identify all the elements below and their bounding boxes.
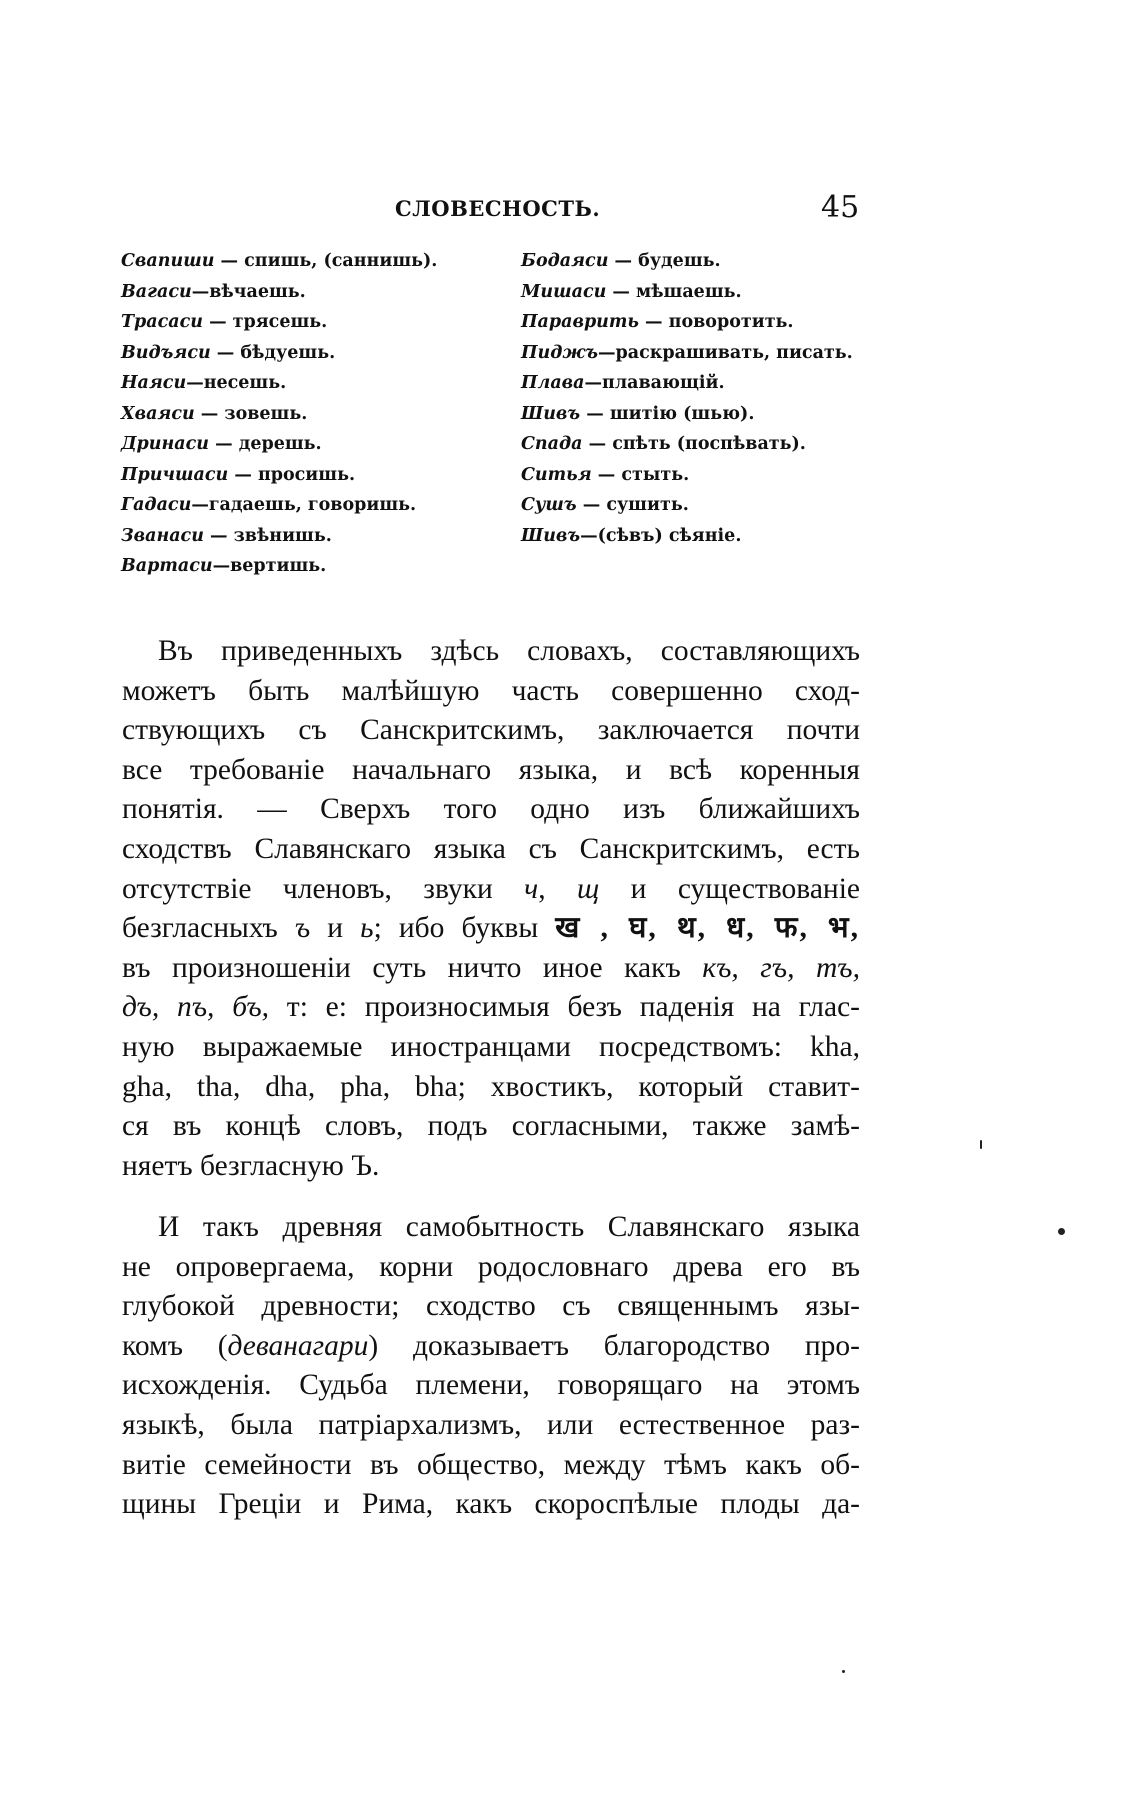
word-gloss: трясешь. [232,312,328,332]
page-number: 45 [821,190,860,225]
word-entry [121,460,437,491]
word-term: Наяси [121,373,187,393]
text-fragment: , [538,872,546,905]
word-entry [521,429,853,460]
word-gloss: бѣдуешь. [240,342,336,363]
word-entry [121,490,437,521]
word-separator: — [202,312,233,332]
word-separator: — [606,281,637,302]
word-gloss: дерешь. [238,434,322,454]
word-gloss: поворотить. [668,312,794,332]
word-entry [521,338,853,369]
word-gloss: вѣчаешь. [209,281,306,302]
word-gloss: раскрашивать, писать. [615,342,853,363]
word-entry [121,307,437,338]
word-gloss: несешь. [203,373,287,393]
word-separator: — [580,403,610,424]
text-fragment: и [327,912,344,945]
word-term: Мишаси [521,281,607,302]
word-separator: — [580,525,598,546]
word-separator: — [191,495,209,515]
text-line: сходствъ Славянскаго языка съ Санскритскимъ, есть [122,832,860,865]
word-gloss: гадаешь, говоришь. [208,495,417,515]
margin-ink-speck [980,1140,982,1149]
text-line: языкѣ, была патріархализмъ, или естественное раз- [122,1408,860,1441]
italic-text: дъ, пъ, бъ, [122,991,270,1024]
word-term: Параврить [521,312,639,332]
text-fragment: ) доказываетъ благородство про- [368,1329,860,1362]
word-entry [521,246,853,277]
paragraph-ancient-originality [122,1208,860,1525]
text-line: няетъ безгласную Ъ. [122,1149,380,1182]
word-term: Гадаси [121,495,192,515]
text-fragment: т: е: произносимыя безъ паденія на глас- [286,991,861,1024]
italic-letter: ч [524,872,539,905]
text-line: глубокой древности; сходство съ священнымъ язы- [122,1290,860,1323]
text-fragment: комъ ( [122,1329,228,1362]
word-term: Трасаси [121,312,203,332]
word-gloss: спѣть (поспѣвать). [612,434,806,454]
text-fragment: безгласныхъ [122,912,278,945]
text-line: витіе семейности въ общество, между тѣмъ какъ об- [122,1448,860,1481]
word-term: Вартаси [121,556,213,576]
word-list-left-column [121,246,437,582]
word-term: Причшаси [121,464,229,485]
word-gloss: шитію (шью). [609,403,755,424]
word-gloss: звѣнишь. [233,525,332,546]
text-line [122,870,860,910]
text-line: ся въ концѣ словъ, подъ согласными, также замѣ- [122,1110,860,1143]
italic-letter: щ [576,872,600,905]
word-separator: — [191,281,210,302]
word-term: Свапиши [121,251,215,271]
margin-ink-speck [1058,1228,1065,1235]
word-term: Ситья [521,464,592,485]
word-term: Званаси [121,525,204,546]
italic-letter: ь [360,912,374,945]
word-entry [521,368,853,399]
text-line [122,949,860,989]
text-fragment: отсутствіе членовъ, звуки [122,872,493,905]
text-line [122,1327,860,1367]
text-line: все требованіе начальнаго языка, и всѣ коренныя [122,753,860,786]
word-gloss: мѣшаешь. [636,281,742,302]
word-entry [121,551,437,582]
text-line: ную выражаемые иностранцами посредствомъ: kha, [122,1030,860,1063]
word-separator: — [212,556,231,576]
word-gloss: стыть. [621,464,690,485]
text-line [122,909,860,949]
running-title: СЛОВЕСНОСТЬ. [395,196,601,221]
word-entry [121,246,437,277]
word-list-right-column [521,246,853,551]
word-separator: — [194,403,225,424]
text-line: можетъ быть малѣйшую часть совершенно сход- [122,674,860,707]
word-separator: — [210,342,241,363]
text-line: gha, tha, dha, pha, bha; хвостикъ, который ставит- [122,1070,860,1103]
word-term: Сушъ [521,495,577,515]
word-separator: — [186,373,204,393]
text-line: И такъ древняя самобытность Славянскаго языка [158,1211,860,1243]
word-term: Шивъ [521,403,581,424]
word-term: Дринаси [121,434,209,454]
italic-text: деванагари [227,1329,369,1362]
word-separator: — [608,251,639,271]
word-term: Пиджъ [521,342,598,363]
word-separator: — [209,434,239,454]
text-line: ствующихъ съ Санскритскимъ, заключается почти [122,714,860,747]
italic-letter: ъ [294,912,311,945]
word-gloss: зовешь. [224,403,308,424]
text-fragment: и существованіе [630,872,860,905]
word-separator: — [576,495,607,515]
text-line: Въ приведенныхъ здѣсь словахъ, составляющихъ [158,635,860,667]
text-line: исхожденія. Судьба племени, говорящаго на этомъ [122,1369,860,1402]
word-entry [521,521,853,552]
word-gloss: (сѣвъ) сѣяніе. [597,525,742,546]
word-entry [521,460,853,491]
word-term: Хваяси [121,403,195,424]
word-separator: — [228,464,258,485]
word-separator: — [214,251,245,271]
word-separator: — [598,342,616,363]
word-entry [121,277,437,308]
word-term: Бодаяси [521,251,609,271]
word-term: Шивъ [521,525,581,546]
word-gloss: просишь. [257,464,356,485]
word-entry [521,307,853,338]
word-entry [121,368,437,399]
word-entry [121,399,437,430]
word-term: Спада [521,434,583,454]
text-line [122,988,860,1028]
margin-ink-speck [842,1670,845,1673]
word-gloss: будешь. [638,251,721,271]
paragraph-slavic-sanskrit-similarity [122,632,860,1186]
text-line: понятія. — Сверхъ того одно изъ ближайшихъ [122,793,860,826]
word-entry [121,429,437,460]
word-entry [521,490,853,521]
word-gloss: сушить. [606,495,689,515]
word-term: Плава [521,373,585,393]
devanagari-letters: ख , घ, थ, ध, फ, भ, [555,912,861,945]
text-fragment: въ произношеніи суть ничто иное какъ [122,951,681,984]
word-separator: — [638,312,669,332]
word-separator: — [584,373,603,393]
text-line: не опровергаема, корни родословнаго древа его въ [122,1250,860,1283]
word-separator: — [582,434,613,454]
word-entry [521,399,853,430]
word-gloss: вертишь. [230,556,327,576]
word-separator: — [203,525,234,546]
word-entry [121,521,437,552]
word-entry [121,338,437,369]
word-term: Вагаси [121,281,192,302]
word-gloss: плавающій. [602,373,725,393]
word-separator: — [591,464,622,485]
text-fragment: ; ибо буквы [373,912,539,945]
text-line: щины Греціи и Рима, какъ скороспѣлые плоды да- [122,1488,860,1521]
italic-text: къ, гъ, тъ, [702,951,860,984]
word-gloss: спишь, (саннишь). [244,251,438,271]
word-entry [521,277,853,308]
word-term: Видъяси [121,342,211,363]
